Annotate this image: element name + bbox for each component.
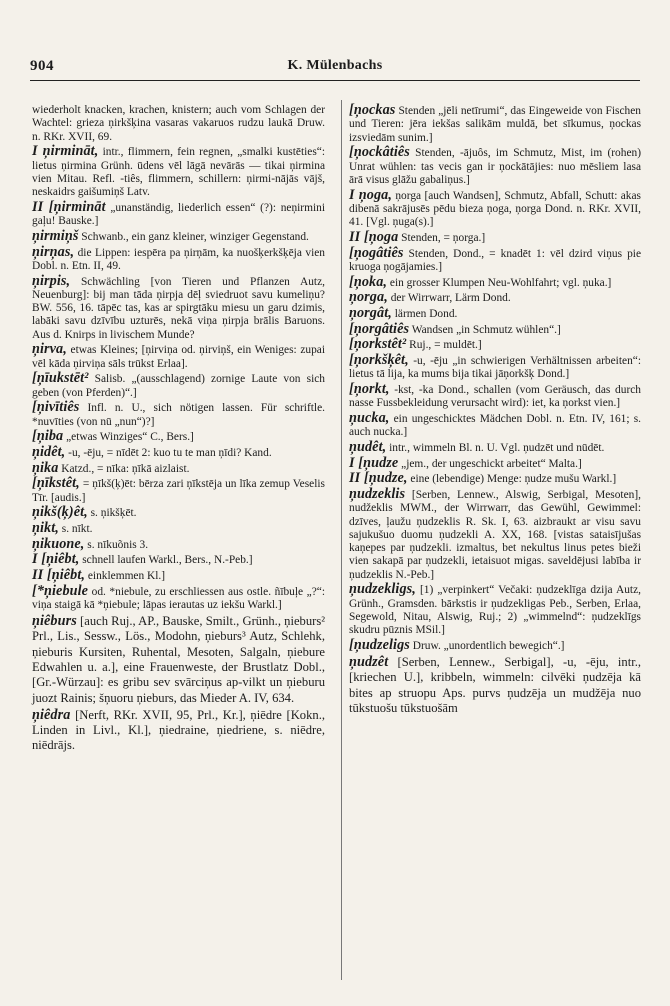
dictionary-entry	[32, 198, 325, 229]
dictionary-entry	[349, 380, 641, 411]
entry-text: [Serben, Lennew., Alswig, Serbigal, Mesoten], nudžeklis MWM., der Wirrwarr, das Gewühl, Gewimmel: dzīves, ļaužu ņudzeklis R. Sk. I, 63. aizbraukt ar visu savu sajukušuo duomu ņudzekli A. XX, 168. [vistas sataisījušas kaņepes par ņudzekli. izmaltus, bet nekultus linus petes bieži vien sakapā par ņudzekli, ietaisuot migas. saveldējusi labība ir ņudzeklis N.-Peb.]	[349, 488, 641, 581]
dictionary-entry	[32, 708, 325, 754]
entry-headword: ņikuone,	[32, 535, 85, 552]
entry-headword: [ņudzeligs	[349, 637, 410, 654]
entry-text: ein ungeschicktes Mädchen Dobl. n. Etn. IV, 161; s. auch nucka.]	[349, 412, 641, 439]
entry-text: Stenden, = ņorga.]	[398, 231, 486, 244]
entry-headword: [ņorkšķêt,	[349, 351, 409, 368]
entry-headword: [ņorgâtiês	[349, 320, 410, 337]
entry-headword: ņorgât,	[349, 304, 392, 321]
dictionary-entry	[32, 477, 325, 505]
entry-text: „unanständig, liederlich essen“ (?): neņirmini gaļu! Bauske.]	[32, 201, 325, 228]
entry-headword: [ņiba	[32, 428, 64, 445]
entry-headword: ņirva,	[32, 341, 67, 358]
dictionary-entry	[349, 485, 641, 582]
entry-headword: II [ņudze,	[349, 470, 408, 487]
dictionary-entry	[349, 409, 641, 440]
entry-text: „jem., der ungeschickt arbeitet“ Malta.]	[398, 457, 582, 470]
entry-text: intr., wimmeln Bl. n. U. Vgl. ņudzēt und nūdēt.	[386, 441, 605, 454]
entry-text: einklemmen Kl.]	[85, 570, 166, 583]
entry-text: s. nīkt.	[58, 523, 93, 536]
left-entries	[32, 104, 325, 612]
entry-headword: [ņivītiês	[32, 399, 80, 416]
entry-headword: ņudêt,	[349, 438, 387, 455]
entry-text: Stenden, -ājuôs, im Schmutz, Mist, im (rohen) Unrat wühlen: tas vecis gan ir ņockātājies: nuo mēsliem lasa ārā visus glāžu gabaliņus.]	[349, 147, 641, 186]
dictionary-entry	[32, 104, 325, 144]
dictionary-entry	[349, 583, 641, 637]
entry-text: Schwanb., ein ganz kleiner, winziger Gegenstand.	[78, 230, 309, 243]
dictionary-entry	[349, 186, 641, 230]
entry-headword: ņudzekligs,	[349, 581, 416, 598]
entry-headword: ņirmiņš	[32, 227, 79, 244]
entry-headword: ņirpis,	[32, 272, 71, 289]
dictionary-entry	[32, 582, 325, 613]
left-entries-large	[32, 614, 325, 754]
entry-headword: ņirņas,	[32, 243, 75, 260]
dictionary-entry	[349, 338, 641, 352]
entry-headword: I [ņudze	[349, 454, 399, 471]
entry-headword: [ņoka,	[349, 273, 388, 290]
entry-headword: ņorga,	[349, 289, 388, 306]
entry-text: -u, -ēju, = nīdēt 2: kuo tu te man ņīdi? Kand.	[65, 447, 272, 460]
entry-headword: II [ņiêbt,	[32, 567, 86, 584]
entry-text: od. *niebule, zu erschliessen aus ostle. ñībuļe „?“: viņa staigā kā *ņiebule; lāpas ierautas uz iekšu Warkl.]	[32, 585, 325, 612]
dictionary-entry	[32, 446, 325, 460]
dictionary-entry	[349, 104, 641, 145]
dictionary-entry	[32, 535, 325, 552]
left-column	[32, 104, 325, 755]
entry-text: ņorga [auch Wandsen], Schmutz, Abfall, Schutt: akas dibenā sakrājusēs pēdu bieza ņoga, ņorga Dond. n. RKr. XVII, 41. [Vgl. ņuga(s).]	[349, 189, 641, 229]
entry-text: Wandsen „in Schmutz wühlen“.]	[409, 323, 561, 336]
dictionary-entry	[32, 553, 325, 567]
entry-text: Katzd., = nīka: ņīkā aizlaist.	[58, 462, 190, 475]
entry-headword: [ņīukstēt²	[32, 370, 89, 387]
entry-text: [Serben, Lennew., Serbigal], -u, -ēju, intr., [kriechen U.], kribbeln, wimmeln: cilvēki ņudzēja kā bites ap struopu Aps. purvs ņudzēja un mudžēja nuo tūkstuošu tūkstuošām	[349, 654, 641, 715]
entry-headword: [ņorkstêt²	[349, 336, 407, 353]
column-divider	[341, 100, 342, 980]
dictionary-entry	[349, 320, 641, 337]
page-number: 904	[30, 58, 54, 74]
dictionary-entry	[32, 243, 325, 274]
dictionary-entry	[349, 273, 641, 290]
entry-text: Stenden „jēli netīrumi“, das Eingeweide von Fischen und Tieren: jēra iekšas salikām muldā, bet sīkumus, ņockas izsviedām sunim.]	[349, 105, 641, 144]
dictionary-entry	[349, 291, 641, 305]
entry-text: Ruj., = muldēt.]	[406, 339, 482, 352]
entry-text: Schwächling [von Tieren und Pflanzen Autz, Neuenburg]: bij man tāda ņirpja dēļ sviedruot savu kumeliņu? BW. 556, 16. tāpēc tas, kas ar spirgtāku miesu un garu dzimis, labāki savu dzīvību uzturēs, nekā viņa ņirpja brālis Baruons. Aus d. Knirps in livischem Munde?	[32, 275, 325, 341]
right-entries-large	[349, 655, 641, 717]
dictionary-entry	[32, 272, 325, 342]
entry-headword: [ņīkstêt,	[32, 475, 80, 492]
entry-text: [auch Ruj., AP., Bauske, Smilt., Grünh., ņieburs² Prl., Lis., Sessw., Lös., Modohn, ņieburs³ Autz, Schlehk, ņieburis Kursiten, Ruhental, Mesoten, Salgaln, ņiebure Edwahlen u. a.], eine Frauenweste, der Brustlatz Dobl., [Gr.-Würzau]: es gribu sev svārciņus ap-vilkt un ņieburu juozt Rainis; šņuoru ņieburs, das Mieder A. IV, 634.	[32, 613, 325, 705]
entry-text: ein grosser Klumpen Neu-Wohlfahrt; vgl. ņuka.]	[387, 276, 612, 289]
dictionary-entry	[349, 454, 641, 471]
entry-headword: [ņockas	[349, 102, 396, 118]
entry-text: Infl. n. U., sich nötigen lassen. Für schriftle. *nuvīties (von nū „nun“)?]	[32, 402, 325, 428]
entry-text: intr., flimmern, fein regnen, „smalki kustēties“: lietus ņirmina Grünh. ūdens vēl lāgā nevārās — tikai ņirmina vien Mitau. Refl. -tiês, flimmern, schillern: ņirmi-nājās vājš, neskaidrs gaišumiņš Latv.	[32, 146, 325, 199]
entry-headword: [*ņiebule	[32, 582, 89, 599]
dictionary-entry	[32, 343, 325, 371]
entry-headword: I ņoga,	[349, 186, 392, 203]
entry-text: etwas Kleines; [ņirviņa od. ņirviņš, ein Weniges: zupai vēl kāda ņirviņa sāls trūkst Erlaa].	[32, 344, 325, 370]
entry-headword: ņiêdra	[32, 706, 71, 723]
entry-headword: I ņirmināt,	[32, 143, 99, 160]
dictionary-entry	[32, 506, 325, 520]
entry-headword: [ņorkt,	[349, 380, 390, 397]
entry-headword: II [ņoga	[349, 228, 399, 245]
entry-headword: [ņockâtiês	[349, 144, 410, 161]
entry-text: s. ņikšķēt.	[87, 507, 137, 520]
dictionary-entry	[32, 522, 325, 536]
dictionary-entry	[32, 614, 325, 706]
entry-text: -u, -ēju „in schwierigen Verhältnissen arbeiten“: lietus tā lija, ka mums bija tikai jāņorkšķ Dond.]	[349, 354, 641, 381]
entry-headword: I [ņiêbt,	[32, 551, 80, 568]
entry-text: Salisb. „(ausschlagend) zornige Laute von sich geben (von Pferden)“.]	[32, 373, 325, 399]
entry-text: wiederholt knacken, krachen, knistern; auch vom Schlagen der Wachtel: grieza ņirkšķina vasaras vakaruos rudzu laukā Druw. n. RKr. XVII, 69.	[32, 104, 325, 143]
dictionary-entry	[32, 372, 325, 400]
entry-text: schnell laufen Warkl., Bers., N.-Peb.]	[79, 554, 253, 567]
entry-text: s. nīkuõnis 3.	[84, 538, 149, 551]
dictionary-entry	[32, 227, 325, 244]
dictionary-entry	[32, 430, 325, 444]
entry-text: -kst, -ka Dond., schallen (vom Geräusch, das durch nasse Fussbekleidung verursacht wird): iet, ka ņorkst vien.]	[349, 383, 641, 410]
entry-text: „etwas Winziges“ C., Bers.]	[63, 431, 194, 444]
dictionary-entry	[349, 304, 641, 321]
entry-text: der Wirrwarr, Lärm Dond.	[387, 292, 511, 305]
entry-text: = ņīkš(ķ)ēt: bērza zari ņīkstēja un līka zemup Veselis Tīr. [audis.]	[32, 478, 325, 504]
entry-text: Druw. „unordentlich bewegich“.]	[409, 640, 565, 653]
dictionary-entry	[349, 244, 641, 275]
entry-headword: ņiêburs	[32, 612, 77, 629]
dictionary-entry	[32, 459, 325, 476]
right-entries	[349, 104, 641, 653]
dictionary-entry	[349, 472, 641, 486]
entry-text: die Lippen: iespēra pa ņirņām, ka nuošķerkšķēja vien Dobl. n. Etn. II, 49.	[32, 246, 325, 272]
entry-headword: II [ņirmināt	[32, 198, 106, 215]
entry-headword: ņudzêt	[349, 653, 389, 670]
dictionary-entry	[349, 228, 641, 245]
entry-headword: [ņogâtiês	[349, 244, 404, 261]
entry-headword: ņikt,	[32, 520, 59, 537]
entry-text: [1) „verpinkert“ Večaki: ņudzeklīga dzija Autz, Grünh., Gramsden. bārkstis ir ņudzekligas Peb., Serben, Erlaa, Segewold, Nitau, Alswig, Ruj.; 2) „wimmelnd“: ņudzeklīgs skudru pūznis MSil.]	[349, 584, 641, 637]
dictionary-entry	[32, 569, 325, 583]
entry-headword: ņidêt,	[32, 444, 66, 461]
entry-text: lärmen Dond.	[391, 307, 458, 320]
dictionary-entry	[349, 438, 641, 455]
running-head: K. Mülenbachs	[287, 58, 383, 73]
dictionary-entry	[349, 655, 641, 717]
dictionary-entry	[32, 401, 325, 429]
right-column	[349, 104, 641, 718]
dictionary-entry	[349, 146, 641, 187]
dictionary-entry	[349, 639, 641, 653]
entry-headword: ņudzeklis	[349, 485, 406, 502]
entry-text: [Nerft, RKr. XVII, 95, Prl., Kr.], ņiēdre [Kokn., Linden in Livl., Kl.], ņiedraine, ņiedriene, s. niēdre, niēdrājs.	[32, 707, 325, 753]
entry-text: Stenden, Dond., = knadēt 1: vēl dzird viņus pie kruoga ņogājamies.]	[349, 247, 641, 273]
entry-headword: ņika	[32, 459, 59, 476]
entry-headword: ņikš(ķ)êt,	[32, 504, 88, 521]
entry-headword: ņucka,	[349, 409, 390, 426]
entry-text: eine (lebendige) Menge: ņudze mušu Warkl.]	[407, 473, 617, 486]
dictionary-entry	[32, 145, 325, 199]
dictionary-entry	[349, 351, 641, 382]
page-header	[30, 58, 640, 81]
